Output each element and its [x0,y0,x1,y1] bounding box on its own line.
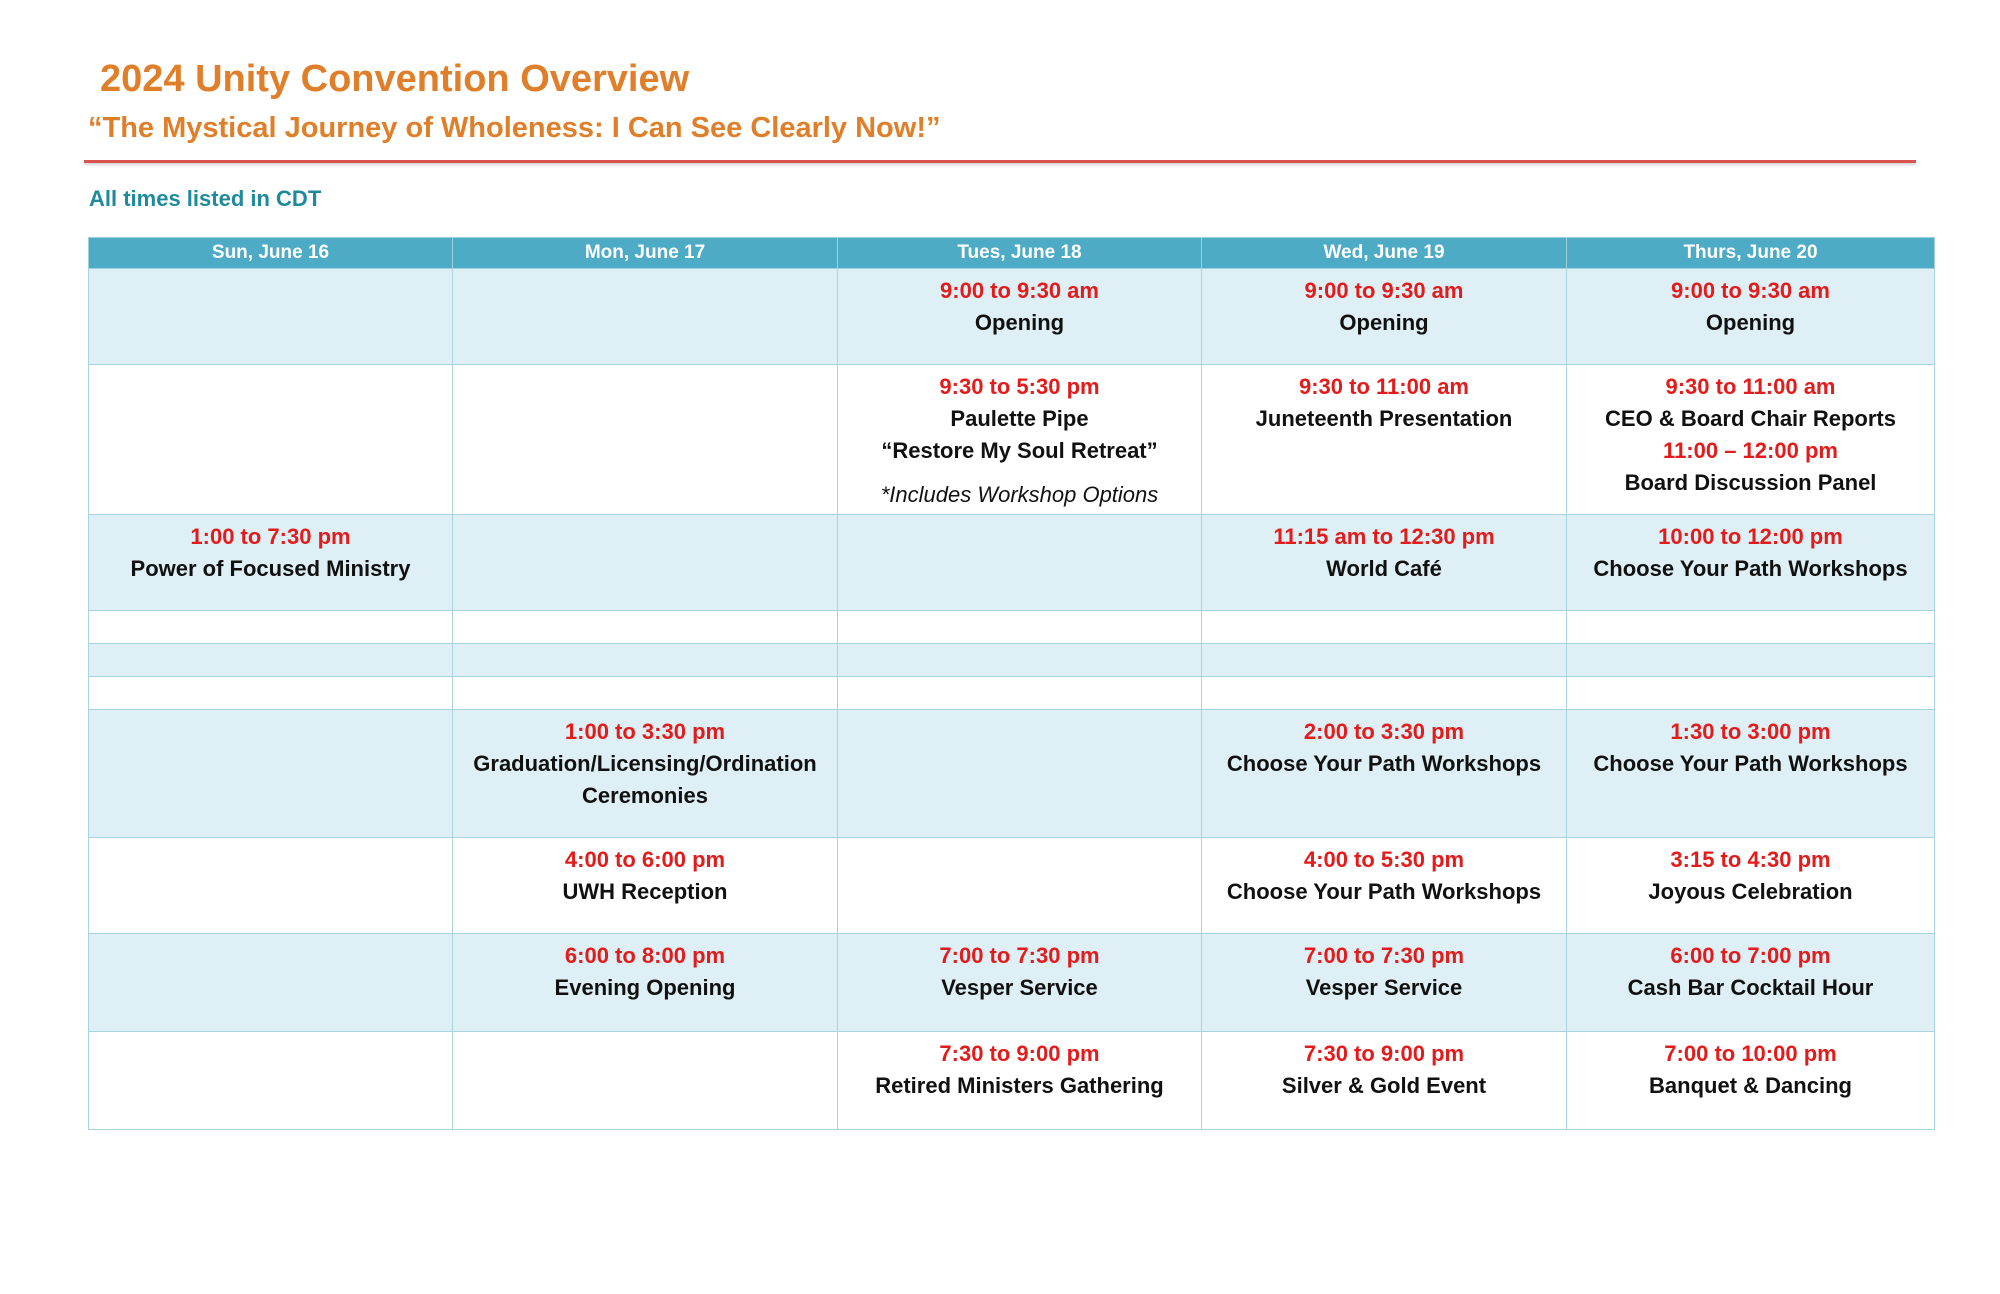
schedule-cell [453,934,838,1032]
session-title: Board Discussion Panel [1624,470,1877,495]
schedule-cell [1567,1032,1935,1130]
schedule-cell [1567,611,1935,644]
schedule-cell [89,269,453,365]
schedule-cell [89,515,453,611]
session-title: Paulette Pipe [950,406,1089,431]
session-note: *Includes Workshop Options [880,482,1159,507]
schedule-header-row [89,238,1935,269]
schedule-cell [1202,611,1567,644]
session-time: 1:00 to 3:30 pm [564,719,726,744]
schedule-cell [89,611,453,644]
schedule-cell [838,365,1202,515]
schedule-row [89,365,1935,515]
schedule-cell [838,1032,1202,1130]
session-title: World Café [1326,556,1442,581]
schedule-cell [1202,269,1567,365]
session-title: Vesper Service [1305,975,1463,1000]
schedule-row [89,838,1935,934]
session-title: Banquet & Dancing [1649,1073,1852,1098]
schedule-cell [1567,515,1935,611]
schedule-cell [1202,838,1567,934]
schedule-cell [89,677,453,710]
session-time: 1:30 to 3:00 pm [1670,719,1831,744]
session-time: 4:00 to 5:30 pm [1303,847,1465,872]
session-title: Cash Bar Cocktail Hour [1627,975,1874,1000]
schedule-cell [1202,365,1567,515]
timezone-note: All times listed in CDT [89,186,322,211]
schedule-cell [453,269,838,365]
page-subtitle: “The Mystical Journey of Wholeness: I Can See Clearly Now!” [88,112,941,144]
schedule-cell [453,677,838,710]
schedule-cell [89,838,453,934]
session-time: 4:00 to 6:00 pm [564,847,726,872]
session-title: Retired Ministers Gathering [875,1073,1164,1098]
schedule-cell [838,710,1202,838]
schedule-cell [1567,838,1935,934]
session-time: 7:30 to 9:00 pm [939,1041,1100,1066]
session-title: Choose Your Path Workshops [1226,751,1542,776]
schedule-cell [453,515,838,611]
schedule-cell [1202,515,1567,611]
schedule-cell [838,838,1202,934]
schedule-row-empty [89,677,1935,710]
day-header-tue: Tues, June 18 [838,238,1202,269]
session-time: 9:30 to 5:30 pm [939,374,1100,399]
session-title: Silver & Gold Event [1281,1073,1487,1098]
schedule-cell [1567,710,1935,838]
schedule-cell [453,365,838,515]
session-subtitle: Ceremonies [582,783,708,808]
session-time: 11:15 am to 12:30 pm [1273,524,1495,549]
session-time: 6:00 to 8:00 pm [564,943,726,968]
session-title: Graduation/Licensing/Ordination [473,751,817,776]
schedule-cell [453,1032,838,1130]
session-time: 9:30 to 11:00 am [1299,374,1469,399]
schedule-cell [1567,365,1935,515]
schedule-row [89,1032,1935,1130]
session-title: Choose Your Path Workshops [1593,556,1908,581]
session-time: 7:30 to 9:00 pm [1303,1041,1465,1066]
session-title: Choose Your Path Workshops [1593,751,1908,776]
schedule-cell [89,365,453,515]
session-title: Opening [974,310,1065,335]
day-header-mon: Mon, June 17 [453,238,838,269]
schedule-cell [1202,710,1567,838]
session-title: Juneteenth Presentation [1255,406,1513,431]
schedule-cell [1567,934,1935,1032]
schedule-cell [1567,677,1935,710]
session-time: 7:00 to 10:00 pm [1664,1041,1837,1066]
schedule-cell [89,934,453,1032]
session-time: 6:00 to 7:00 pm [1670,943,1831,968]
session-time: 9:00 to 9:30 am [1304,278,1464,303]
day-header-thu: Thurs, June 20 [1567,238,1935,269]
session-time: 11:00 – 12:00 pm [1663,438,1838,463]
schedule-cell [89,1032,453,1130]
schedule-cell [838,644,1202,677]
schedule-cell [1567,644,1935,677]
title-divider [84,160,1916,163]
schedule-row [89,710,1935,838]
schedule-cell [453,611,838,644]
schedule-cell [1567,269,1935,365]
schedule-cell [838,269,1202,365]
session-time: 9:00 to 9:30 am [940,278,1099,303]
schedule-cell [89,644,453,677]
schedule-cell [453,710,838,838]
session-time: 7:00 to 7:30 pm [1303,943,1465,968]
session-title: Joyous Celebration [1648,879,1853,904]
page-title: 2024 Unity Convention Overview [100,58,690,100]
session-title: Power of Focused Ministry [130,556,411,581]
day-header-sun: Sun, June 16 [89,238,453,269]
day-header-wed: Wed, June 19 [1202,238,1567,269]
schedule-cell [453,838,838,934]
schedule-cell [89,710,453,838]
session-title: Choose Your Path Workshops [1226,879,1542,904]
session-time: 3:15 to 4:30 pm [1670,847,1831,872]
session-title: Opening [1705,310,1796,335]
session-time: 10:00 to 12:00 pm [1658,524,1843,549]
session-time: 9:30 to 11:00 am [1665,374,1836,399]
schedule-cell [1202,1032,1567,1130]
schedule-cell [838,611,1202,644]
schedule-row [89,269,1935,365]
schedule-cell [1202,677,1567,710]
session-time: 2:00 to 3:30 pm [1303,719,1465,744]
schedule-row [89,515,1935,611]
schedule-row [89,934,1935,1032]
session-time: 7:00 to 7:30 pm [939,943,1100,968]
schedule-row-empty [89,611,1935,644]
session-title: UWH Reception [562,879,728,904]
session-subtitle: “Restore My Soul Retreat” [881,438,1158,463]
schedule-cell [838,515,1202,611]
session-title: Vesper Service [941,975,1098,1000]
schedule-cell [1202,644,1567,677]
session-time: 1:00 to 7:30 pm [190,524,351,549]
schedule-cell [1202,934,1567,1032]
session-title: CEO & Board Chair Reports [1605,406,1896,431]
session-time: 9:00 to 9:30 am [1671,278,1830,303]
schedule-table [88,237,1935,1130]
session-title: Opening [1339,310,1429,335]
schedule-cell [838,934,1202,1032]
schedule-row-empty [89,644,1935,677]
schedule-cell [838,677,1202,710]
session-title: Evening Opening [554,975,736,1000]
schedule-cell [453,644,838,677]
